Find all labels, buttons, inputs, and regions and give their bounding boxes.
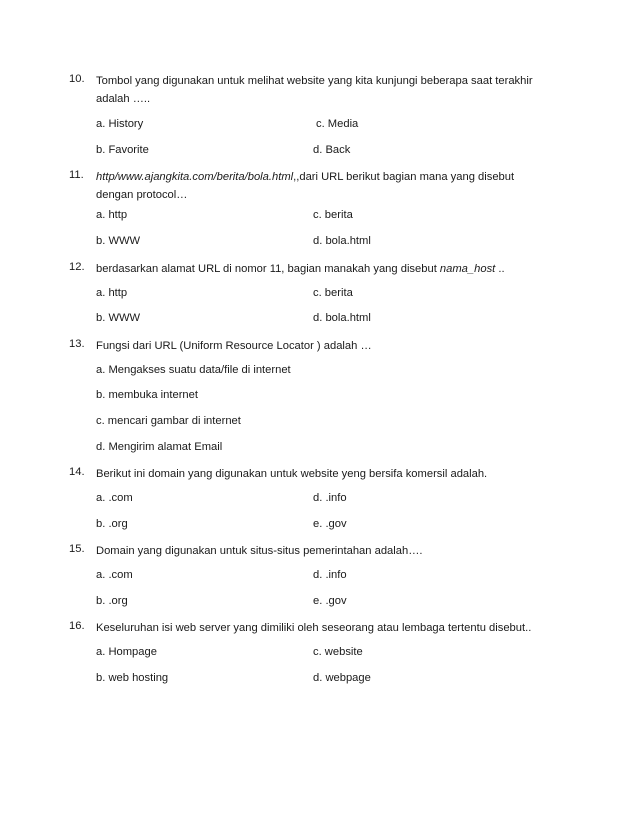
stem-tail: .. <box>495 263 505 275</box>
option-c: c. website <box>313 646 363 658</box>
question-stem <box>96 169 566 187</box>
option-a: a. Hompage <box>96 646 157 658</box>
option-e: e. .gov <box>313 518 347 530</box>
option-c: c. berita <box>313 209 353 221</box>
stem-text: ,,dari URL berikut bagian mana yang disebut <box>293 171 515 183</box>
question-stem: Keseluruhan isi web server yang dimiliki oleh seseorang atau lembaga tertentu disebut.. <box>96 622 532 634</box>
option-d: d. Back <box>313 144 351 156</box>
question-number: 15. <box>69 543 85 555</box>
option-b: b. .org <box>96 518 128 530</box>
question-number: 14. <box>69 466 85 478</box>
option-d: d. .info <box>313 492 347 504</box>
question-stem: Berikut ini domain yang digunakan untuk website yeng bersifa komersil adalah. <box>96 468 488 480</box>
question-number: 11. <box>69 169 84 181</box>
option-b: b. web hosting <box>96 672 169 684</box>
option-d: d. bola.html <box>313 235 371 247</box>
option-d: d. Mengirim alamat Email <box>96 441 223 453</box>
option-a: a. Mengakses suatu data/file di internet <box>96 364 291 376</box>
option-b: b. membuka internet <box>96 389 198 401</box>
option-a: a. History <box>96 118 144 130</box>
option-d: d. webpage <box>313 672 371 684</box>
stem-url: http/www.ajangkita.com/berita/bola.html <box>96 171 294 183</box>
option-b: b. WWW <box>96 312 141 324</box>
question-number: 10. <box>69 73 85 85</box>
option-b: b. .org <box>96 595 128 607</box>
question-number: 16. <box>69 620 85 632</box>
option-a: a. .com <box>96 569 133 581</box>
option-b: b. WWW <box>96 235 141 247</box>
question-stem-cont: dengan protocol… <box>96 189 188 201</box>
option-b: b. Favorite <box>96 144 149 156</box>
option-c: c. mencari gambar di internet <box>96 415 241 427</box>
option-d: d. .info <box>313 569 347 581</box>
question-stem <box>96 261 566 279</box>
question-stem: Tombol yang digunakan untuk melihat website yang kita kunjungi beberapa saat terakhir <box>96 75 533 87</box>
question-stem-cont: adalah ….. <box>96 93 151 105</box>
option-a: a. http <box>96 287 128 299</box>
question-number: 13. <box>69 338 85 350</box>
option-e: e. .gov <box>313 595 347 607</box>
question-stem: Domain yang digunakan untuk situs-situs pemerintahan adalah…. <box>96 545 423 557</box>
option-d: d. bola.html <box>313 312 371 324</box>
stem-text: berdasarkan alamat URL di nomor 11, bagian manakah yang disebut <box>96 263 440 275</box>
stem-italic: nama_host <box>439 263 496 275</box>
option-a: a. http <box>96 209 128 221</box>
question-number: 12. <box>69 261 85 273</box>
option-a: a. .com <box>96 492 133 504</box>
question-stem: Fungsi dari URL (Uniform Resource Locator ) adalah … <box>96 340 372 352</box>
option-c: c. berita <box>313 287 353 299</box>
option-c: c. Media <box>316 118 359 130</box>
